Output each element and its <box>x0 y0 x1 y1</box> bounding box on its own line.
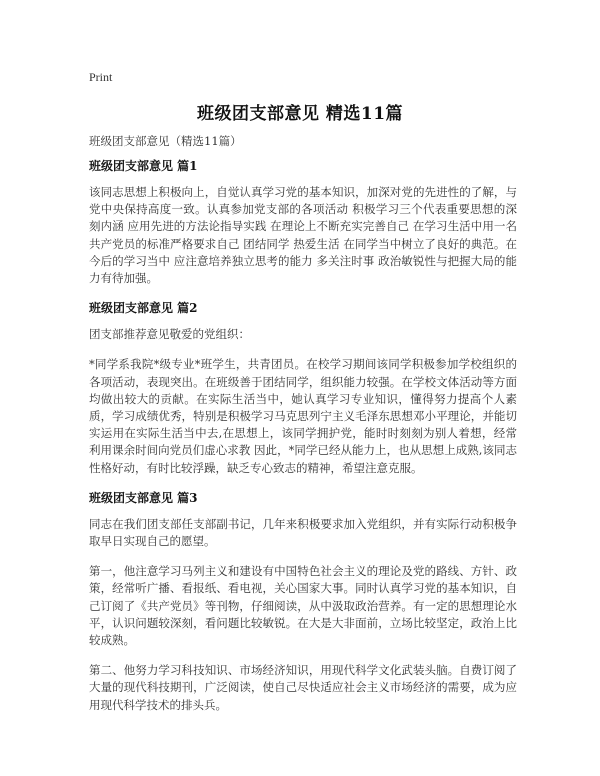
page-title: 班级团支部意见 精选11篇 <box>196 104 404 124</box>
section-3 <box>89 490 517 714</box>
paragraph: 团支部推荐意见敬爱的党组织： <box>89 327 250 342</box>
section-heading: 班级团支部意见 篇2 <box>89 301 198 316</box>
section-heading: 班级团支部意见 篇1 <box>89 159 198 173</box>
page-subtitle: 班级团支部意见（精选11篇） <box>89 134 242 148</box>
paragraph: 第二、他努力学习科技知识、市场经济知识，用现代科学文化武装头脑。自费订阅了大量的现代科技期刊，广泛阅读，使自己尽快适应社会主义市场经济的需要，成为应用现代科学技术的排头兵。 <box>89 663 517 712</box>
paragraph: 同志在我们团支部任支部副书记，几年来积极要求加入党组织，并有实际行动积极争取早日实现自己的愿望。 <box>89 516 517 549</box>
paragraph: 第一，他注意学习马列主义和建设有中国特色社会主义的理论及党的路线、方针、政策，经常听广播、看报纸、看电视，关心国家大事。同时认真学习党的基本知识，自己订阅了《共产党员》等刊物，仔细阅读，从中汲取政治营养。有一定的思想理论水平，认识问题较深刻，看问题比较敏锐。在大是大非面前，立场比较坚定，政治上比较成熟。 <box>89 564 517 648</box>
section-1 <box>89 158 517 287</box>
section-heading: 班级团支部意见 篇3 <box>89 490 198 505</box>
section-2 <box>89 300 517 477</box>
article-body <box>89 158 517 727</box>
paragraph: 该同志思想上积极向上，自觉认真学习党的基本知识，加深对党的先进性的了解，与党中央保持高度一致。认真参加党支部的各项活动 积极学习三个代表重要思想的深刻内涵 应用先进的方法论指导实践 在理论上不断充实完善自己 在学习生活中用一名共产党员的标准严格要求自己 团结同学 热爱生活 在同学当中树立了良好的典范。在今后的学习当中 应注意培养独立思考的能力 多关注时事 政治敏锐性与把握大局的能力有待加强。 <box>89 185 517 286</box>
print-link[interactable]: Print <box>89 70 113 84</box>
paragraph: *同学系我院*级专业*班学生，共青团员。在校学习期间该同学积极参加学校组织的各项活动，表现突出。在班级善于团结同学，组织能力较强。在学校文体活动等方面均做出较大的贡献。在实际生活当中，她认真学习专业知识，懂得努力提高个人素质，学习成绩优秀，特别是积极学习马克思列宁主义毛泽东思想邓小平理论，并能切实运用在实际生活当中去,在思想上，该同学拥护党，能时时刻刻为别人着想，经常利用课余时间向党员们虚心求教 因此，*同学已经从能力上，也从思想上成熟,该同志性格好动，有时比较浮躁，缺乏专心致志的精神，希望注意克服。 <box>89 357 517 475</box>
